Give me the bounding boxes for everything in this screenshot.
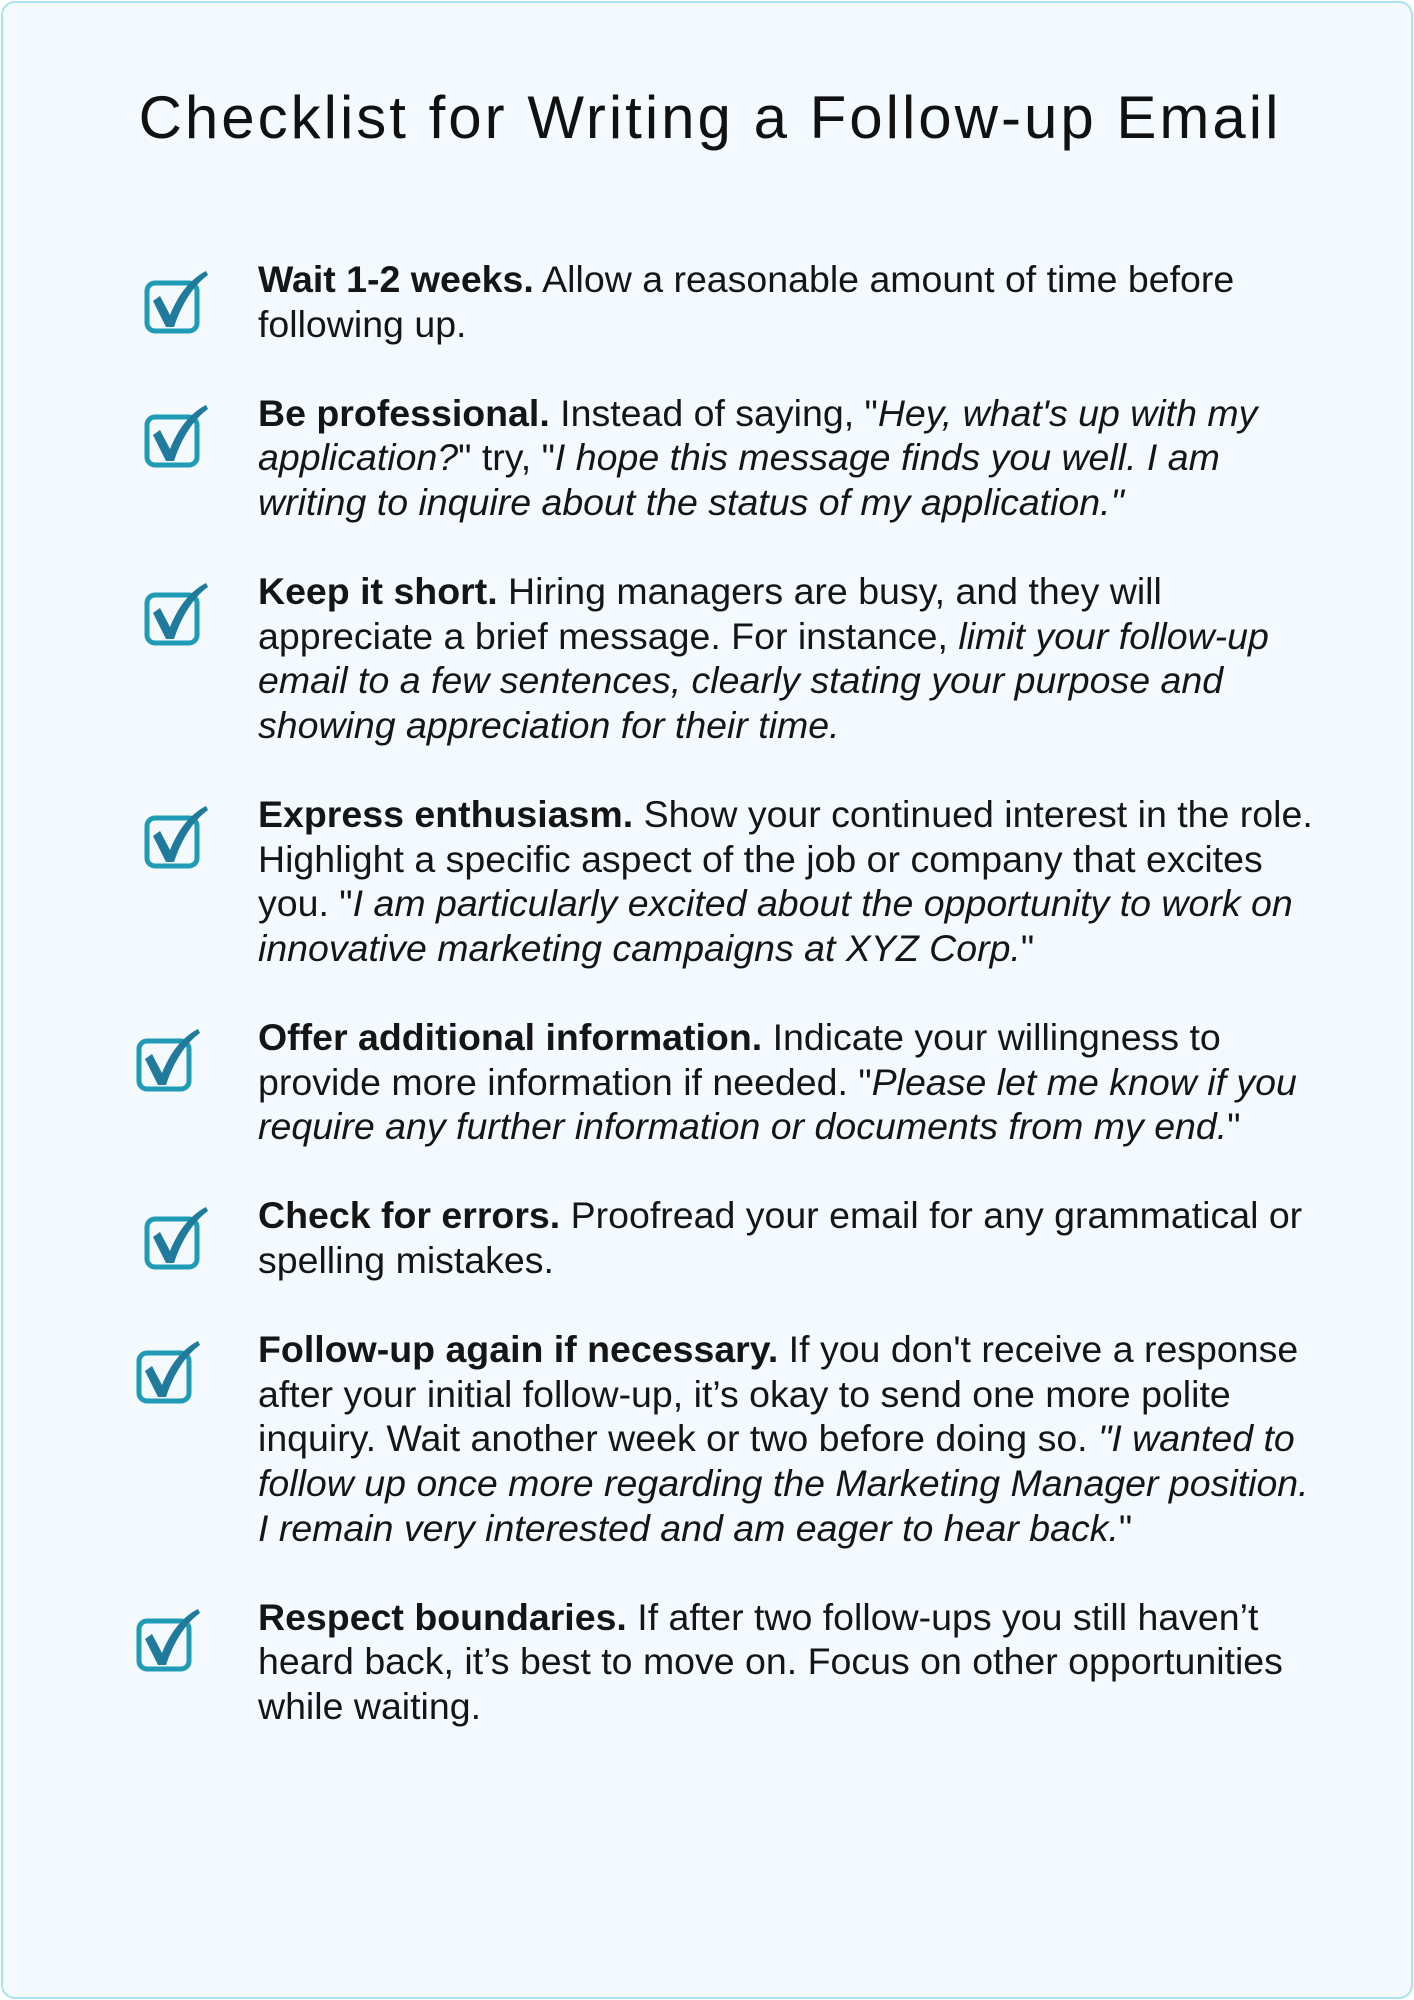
item-heading: Wait 1-2 weeks. bbox=[258, 258, 534, 300]
item-example: "I wanted to follow up once more regarding the Marketing Manager position. I remain very interested and am eager to hear back. bbox=[258, 1417, 1309, 1549]
checked-box-icon bbox=[138, 798, 210, 870]
item-heading: Keep it short. bbox=[258, 570, 498, 613]
checklist-item bbox=[3, 1327, 1414, 1550]
checklist-item-text bbox=[258, 391, 1328, 525]
item-example: I hope this message finds you well. I am writing to inquire about the status of my application." bbox=[258, 436, 1220, 523]
item-description: Hiring managers are busy, and they will appreciate a brief message. For instance, bbox=[258, 570, 1162, 657]
checklist-item-text bbox=[258, 1015, 1328, 1149]
checklist-item bbox=[3, 1015, 1414, 1149]
checklist-item bbox=[3, 257, 1414, 346]
checklist-item-text bbox=[258, 792, 1328, 970]
item-example: Please let me know if you require any further information or documents from my end. bbox=[258, 1060, 1297, 1148]
item-description: " bbox=[1020, 926, 1035, 969]
item-example: I am particularly excited about the opportunity to work on innovative marketing campaigns at XYZ Corp. bbox=[258, 882, 1293, 969]
item-description: Proofread your email for any grammatical or spelling mistakes. bbox=[258, 1194, 1303, 1282]
item-heading: Offer additional information. bbox=[258, 1016, 763, 1059]
item-heading: Follow-up again if necessary. bbox=[258, 1328, 779, 1371]
item-heading: Express enthusiasm. bbox=[258, 793, 634, 836]
checklist-item-text bbox=[258, 1193, 1328, 1282]
item-description: Instead of saying, " bbox=[549, 391, 878, 434]
checklist-item bbox=[3, 391, 1414, 525]
checklist-item bbox=[3, 792, 1414, 970]
checked-box-icon bbox=[138, 397, 210, 469]
item-description: " bbox=[1227, 1105, 1241, 1148]
checked-box-icon bbox=[138, 575, 210, 647]
item-description: Show your continued interest in the role. Highlight a specific aspect of the job or company that excites you. " bbox=[258, 793, 1313, 925]
item-example: limit your follow-up email to a few sentences, clearly stating your purpose and showing appreciation for their time. bbox=[258, 614, 1269, 746]
checklist-card bbox=[1, 1, 1413, 1999]
checklist-item-text bbox=[258, 257, 1328, 346]
item-description: If after two follow-ups you still haven’t heard back, it’s best to move on. Focus on other opportunities while waiting. bbox=[258, 1595, 1283, 1727]
item-heading: Respect boundaries. bbox=[258, 1595, 627, 1638]
checklist-item bbox=[3, 1595, 1414, 1729]
checklist-item-text bbox=[258, 1595, 1328, 1729]
item-description: " try, " bbox=[458, 436, 555, 479]
checked-box-icon bbox=[130, 1601, 202, 1673]
checklist-item-text bbox=[258, 1327, 1328, 1550]
item-description: " bbox=[1118, 1506, 1133, 1549]
checked-box-icon bbox=[138, 1199, 210, 1271]
checklist-item bbox=[3, 1193, 1414, 1282]
checklist bbox=[3, 257, 1414, 1773]
checked-box-icon bbox=[138, 263, 210, 335]
item-description: If you don't receive a response after your initial follow-up, it’s okay to send one more polite inquiry. Wait another week or two before doing so. bbox=[258, 1328, 1299, 1460]
item-heading: Be professional. bbox=[258, 391, 550, 434]
item-description: Indicate your willingness to provide more information if needed. " bbox=[258, 1016, 1221, 1103]
item-heading: Check for errors. bbox=[258, 1194, 561, 1237]
item-example: Hey, what's up with my application? bbox=[258, 391, 1258, 479]
checked-box-icon bbox=[130, 1333, 202, 1405]
page-title: Checklist for Writing a Follow-up Email bbox=[138, 84, 1282, 151]
item-description: Allow a reasonable amount of time before following up. bbox=[258, 258, 1235, 345]
checklist-item bbox=[3, 569, 1414, 747]
checked-box-icon bbox=[130, 1021, 202, 1093]
checklist-item-text bbox=[258, 569, 1328, 747]
